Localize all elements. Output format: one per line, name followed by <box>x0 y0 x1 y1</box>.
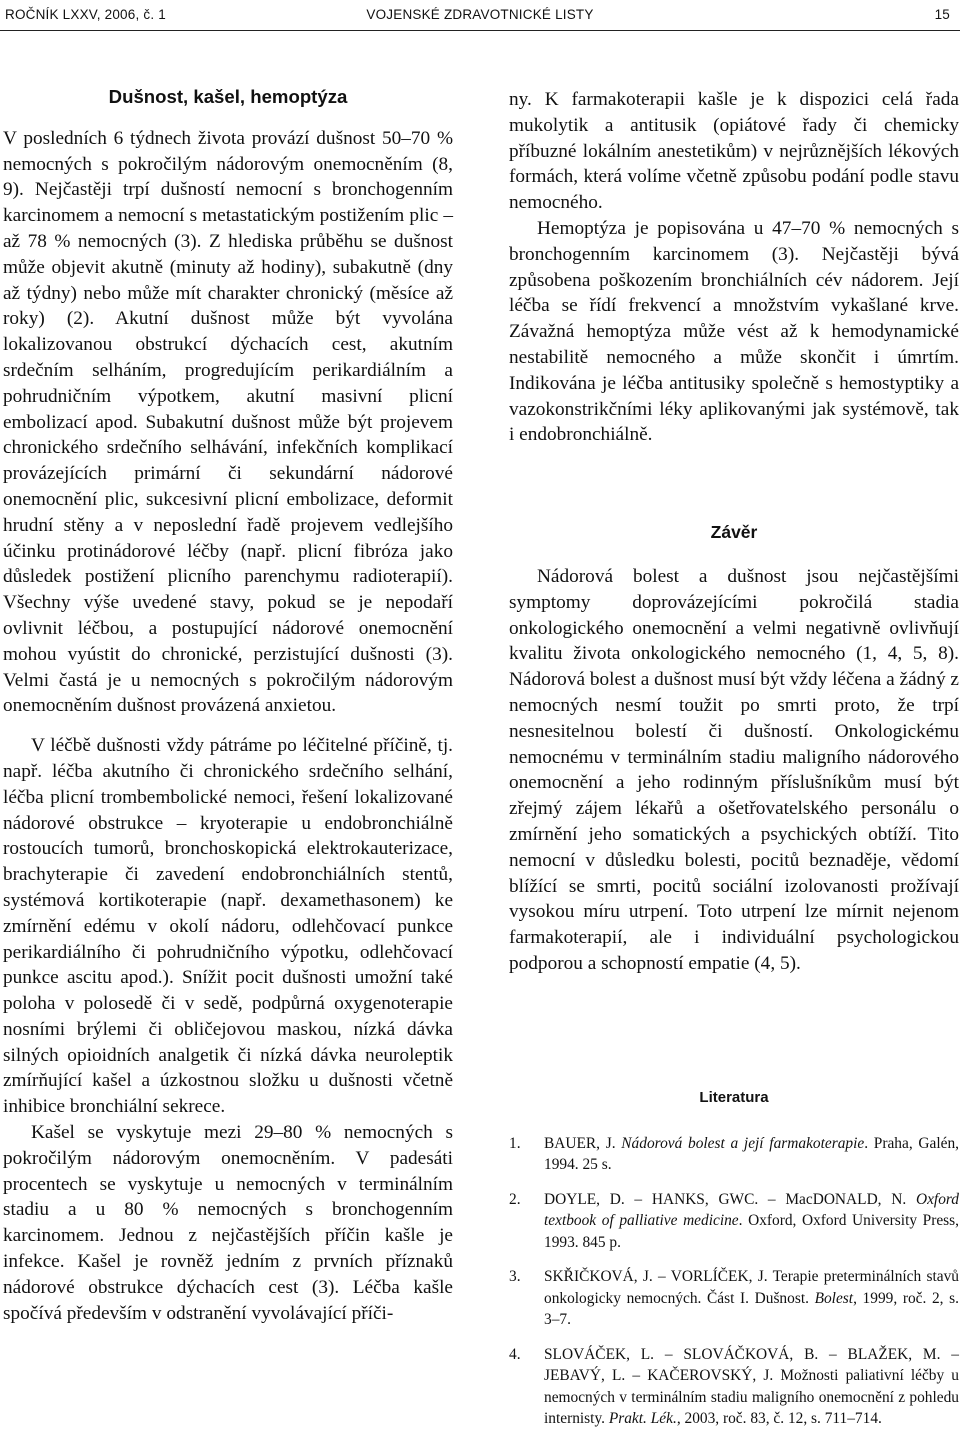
header-rule <box>0 30 960 31</box>
reference-title: Nádorová bolest a její farmakoterapie <box>621 1134 865 1152</box>
reference-details: , 2003, roč. 83, č. 12, s. 711–714. <box>676 1410 882 1427</box>
reference-details: . Praha, Galén, 1994. 25 s. <box>544 1134 959 1173</box>
reference-item <box>509 1344 959 1430</box>
references-list <box>509 1133 959 1430</box>
reference-authors: SLOVÁČEK, L. – SLOVÁČKOVÁ, B. – BLAŽEK, M. – JEBAVÝ, L. – KAČEROVSKÝ, J. Možnosti paliativní léčby u nemocných v terminálním stadiu maligního onemocnění z pohledu internisty. <box>544 1345 959 1427</box>
reference-authors: DOYLE, D. – HANKS, GWC. – MacDONALD, N. <box>544 1190 916 1208</box>
paragraph-kasel: Kašel se vyskytuje mezi 29–80 % nemocných s pokročilým nádorovým onemocněním. V padesáti procentech se vyskytuje u nemocných v terminálním stadiu a u 80 % nemocných s bronchogenním karcinomem. Jednou z nejčastějších příčin kašle je infekce. Kašel je rovněž jedním z prvních příznaků nádorové obstrukce dýchacích cest (3). Léčba kašle spočívá především v odstranění vyvolávající příči- <box>3 1122 453 1324</box>
reference-item <box>509 1189 959 1254</box>
section-title: Dušnost, kašel, hemoptýza <box>108 86 348 107</box>
reference-number: 1. <box>509 1134 521 1152</box>
running-header <box>5 7 955 29</box>
reference-number: 2. <box>509 1190 521 1208</box>
conclusion-title: Závěr <box>710 522 758 543</box>
reference-details: , 1999, roč. 2, s. 3–7. <box>544 1289 959 1328</box>
paragraph-dusnost: V posledních 6 týdnech života provází dušnost 50–70 % nemocných s pokročilým nádorovým onemocněním (8, 9). Nejčastěji trpí dušností nemocní s bronchogenním karcinomem a nemocní s metastatickým postižením plic – až 78 % nemocných (3). Z hlediska průběhu se dušnost může objevit akutně (minuty až hodiny), subakutně (dny až týdny) nebo může mít charakter chronický (měsíce až roky) (2). Akutní dušnost může být vyvolána lokalizovanou obstrukcí dýchacích cest, akutním srdečním selháním, progredujícím perikardiálním a pohrudničním výpotkem, akutní masivní plicní embolizací apod. Subakutní dušnost může být projevem chronického srdečního selhávání, infekčních komplikací provázejících primární či sekundární nádorové onemocnění plic, sukcesivní plicní embolizace, deformit hrudní stěny a v neposlední řadě projevem vedlejšího účinku protinádorové léčby (např. plicní fibróza jako důsledek postižení plicního parenchymu radioterapií). Všechny výše uvedené stavy, pokud se je nepodaří ovlivnit léčbou, a postupující nádorové onemocnění mohou vyústit do chronické, perzistující dušnosti (3). Velmi častá je u nemocných s pokročilým nádorovým onemocněním dušnost provázená anxietou. <box>3 127 453 717</box>
reference-item <box>509 1266 959 1331</box>
journal-name: VOJENSKÉ ZDRAVOTNICKÉ LISTY <box>366 7 594 22</box>
page-number: 15 <box>934 7 950 22</box>
reference-item <box>509 1133 959 1176</box>
journal-volume: ROČNÍK LXXV, 2006, č. 1 <box>5 7 166 22</box>
paragraph-conclusion: Nádorová bolest a dušnost jsou nejčastějšími symptomy doprovázejícími pokročilá stadia onkologického onemocnění a velmi negativně ovlivňují kvalitu života onkologického nemocného (1, 4, 5, 8). Nádorová bolest a dušnost musí být vždy léčena a žádný z nemocných nesmí toužit po smrti proto, že trpí nesnesitelnou bolestí či dušností. Onkologickému nemocnému v terminálním stadiu maligního nádorového onemocnění a jeho rodinným příslušníkům musí být zřejmý zájem lékařů a ošetřovatelského personálu o zmírnění jeho somatických a psychických obtíží. Tito nemocní v důsledku bolesti, pocitů beznaděje, vědomí blížící se smrti, pocitů sociální izolovanosti prožívají vysokou míru utrpení. Toto utrpení lze mírnit nejenom farmakoterapií, ale i individuální psychologickou podporou a schopností empatie (4, 5). <box>509 565 959 974</box>
paragraph-lecba-dusnosti: V léčbě dušnosti vždy pátráme po léčitelné příčině, tj. např. léčba akutního či chronického srdečního selhání, léčba plicní trombembolické nemoci, řešení lokalizované nádorové obstrukce – kryoterapie u endobronchiálně rostoucích tumorů, bronchoskopická elektrokauterizace, brachyterapie či zavedení endobronchiálních stentů, systémová kortikoterapie (např. dexamethasonem) ke zmírnění edému v okolí nádoru, odlehčovací punkce perikardiálního či pohrudničního výpotku, odlehčovací punkce ascitu apod.). Snížit pocit dušnosti umožní také poloha v polosedě či v sedě, podpůrná oxygenoterapie nosními brýlemi či obličejovou maskou, nízká dávka silných opioidních analgetik či nízká dávka neuroleptik zmírňující kašel a úzkostnou složku u dušnosti včetně inhibice bronchiální sekrece. <box>3 735 453 1118</box>
reference-number: 3. <box>509 1268 521 1285</box>
reference-details: . Oxford, Oxford University Press, 1993. 845 p. <box>544 1212 959 1251</box>
right-column <box>509 87 959 1443</box>
references-title: Literatura <box>699 1088 769 1106</box>
left-column <box>3 84 453 1326</box>
reference-journal: Prakt. Lék. <box>608 1410 677 1427</box>
reference-authors: SKŘIČKOVÁ, J. – VORLÍČEK, J. Terapie preterminálních stavů onkologicky nemocných. Část I. Dušnost. <box>544 1268 959 1307</box>
reference-journal: Bolest <box>814 1289 854 1307</box>
reference-title: Oxford textbook of palliative medicine <box>544 1190 959 1229</box>
paragraph-kasel-continued: ny. K farmakoterapii kašle je k dispozici celá řada mukolytik a antitusik (opiátové řady či chemicky příbuzné lokálním anestetikům) v nejrůznějších lékových formách, která volíme včetně způsobu podání podle stavu nemocného. <box>509 89 959 214</box>
reference-number: 4. <box>509 1345 521 1363</box>
reference-authors: BAUER, J. <box>544 1134 622 1152</box>
paragraph-hemoptyza: Hemoptýza je popisována u 47–70 % nemocných s bronchogenním karcinomem (3). Nejčastěji bývá způsobena poškozením bronchiálních cév nádorem. Její léčba se řídí frekvencí a množstvím vykašlané krve. Závažná hemoptýza může vést až k hemodynamické nestabilitě nemocného a může skončit i úmrtím. Indikována je léčba antitusiky společně s hemostyptiky a vazokonstrikčními léky aplikovanými jak systémově, tak i endobronchiálně. <box>509 217 959 446</box>
